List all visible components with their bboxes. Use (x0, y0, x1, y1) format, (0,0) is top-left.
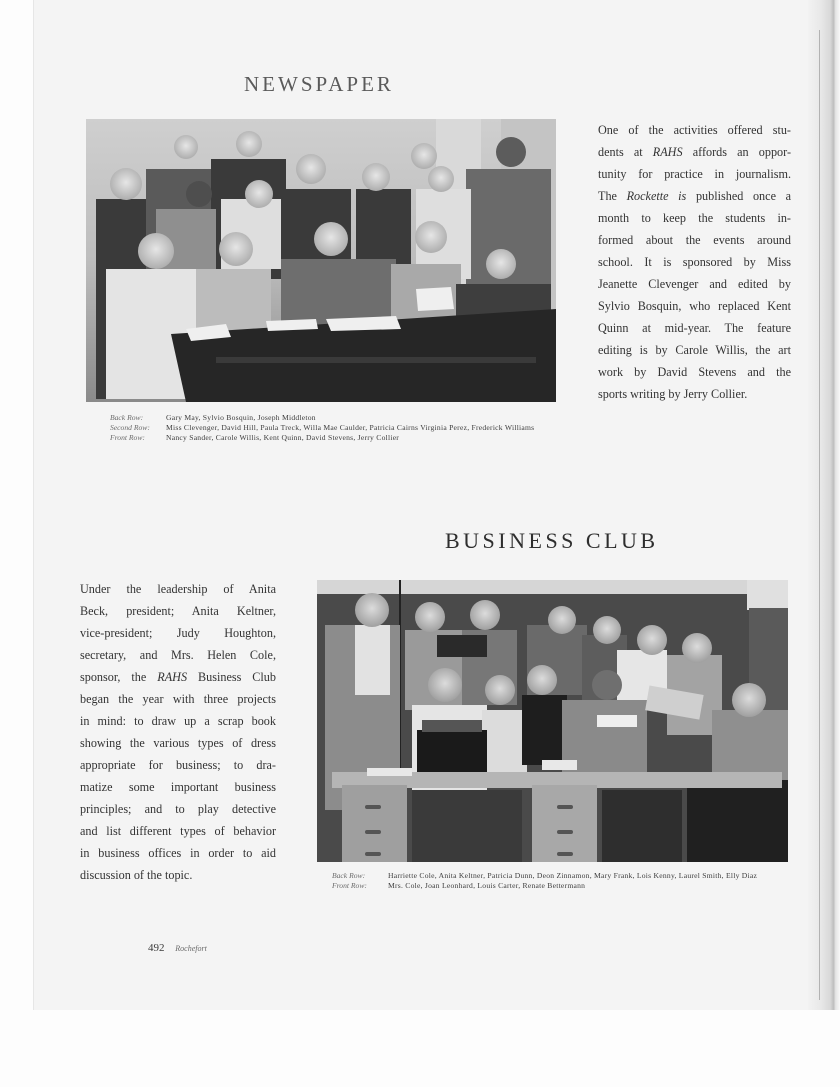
business-club-text-run: matize some important business (80, 780, 276, 794)
newspaper-text-run: work by David Stevens and the (598, 365, 791, 379)
caption-row-label: Front Row: (332, 881, 367, 891)
business-club-text-line (80, 842, 276, 864)
business-club-text-line (80, 666, 276, 688)
business-club-text-run: began the year with three projects (80, 692, 276, 706)
page-binding-gutter (808, 0, 840, 1010)
business-club-text-line (80, 776, 276, 798)
business-club-caption-row (332, 882, 772, 891)
newspaper-italic-title: Rockette is (626, 189, 687, 203)
caption-row-label: Back Row: (332, 871, 366, 880)
business-club-text-line (80, 732, 276, 754)
newspaper-caption-row (110, 424, 550, 433)
newspaper-text-line (598, 119, 791, 141)
page-folio (148, 942, 207, 954)
newspaper-photo-image (86, 119, 556, 402)
business-club-group-photo (317, 580, 788, 862)
newspaper-text-line (598, 229, 791, 251)
newspaper-heading: NEWSPAPER (244, 72, 394, 96)
caption-row-names: Nancy Sander, Carole Willis, Kent Quinn, David Stevens, Jerry Collier (166, 433, 400, 443)
newspaper-text-run: tunity for practice in journalism. (598, 167, 791, 181)
business-club-text-run: principles; and to play detective (80, 802, 276, 816)
newspaper-text-line (598, 185, 791, 207)
newspaper-group-photo (86, 119, 556, 402)
business-club-caption-row (332, 872, 772, 881)
newspaper-text-line (598, 251, 791, 273)
business-club-text-line (80, 798, 276, 820)
business-club-text-run: appropriate for business; to dra- (80, 758, 276, 772)
business-club-text-line (80, 600, 276, 622)
business-club-text-line (80, 578, 276, 600)
newspaper-text-line (598, 273, 791, 295)
business-club-text-run: discussion of the topic. (80, 868, 193, 882)
caption-row-names: Gary May, Sylvio Bosquin, Joseph Middleton (166, 413, 316, 422)
business-club-text-line (80, 754, 276, 776)
newspaper-text-run: editing is by Carole Willis, the art (598, 343, 791, 357)
newspaper-text-run: dents at (598, 145, 653, 159)
newspaper-text-run: affords an oppor- (682, 145, 791, 159)
newspaper-text-run: Sylvio Bosquin, who replaced Kent (598, 299, 791, 313)
newspaper-text-run: formed about the events around (598, 233, 791, 247)
publication-name: Rochefort (175, 944, 207, 953)
business-club-text-line (80, 820, 276, 842)
business-club-caption (332, 872, 772, 892)
business-club-text-run: Business Club (187, 670, 276, 684)
newspaper-text-run: month to keep the students in- (598, 211, 791, 225)
newspaper-text-line (598, 295, 791, 317)
newspaper-text-line (598, 317, 791, 339)
newspaper-text-line (598, 141, 791, 163)
business-club-text-run: Beck, president; Anita Keltner, (80, 604, 276, 618)
newspaper-text-run: Jeanette Clevenger and edited by (598, 277, 791, 291)
caption-row-label: Front Row: (110, 433, 145, 443)
business-club-text-line (80, 864, 276, 886)
business-club-text-run: secretary, and Mrs. Helen Cole, (80, 648, 276, 662)
business-club-text-run: in mind: to draw up a scrap book (80, 714, 276, 728)
newspaper-caption (110, 414, 550, 445)
business-club-description (80, 578, 276, 886)
newspaper-text-line (598, 339, 791, 361)
newspaper-text-run: The (598, 189, 627, 203)
caption-row-label: Back Row: (110, 413, 144, 422)
newspaper-text-run: sports writing by Jerry Collier. (598, 387, 748, 401)
caption-row-names: Miss Clevenger, David Hill, Paula Treck, Willa Mae Caulder, Patricia Cairns Virginia Perez, Frederick Williams (166, 423, 535, 433)
newspaper-text-run: published once a (686, 189, 792, 203)
business-club-italic-title: RAHS (157, 670, 188, 684)
newspaper-caption-row (110, 434, 550, 443)
newspaper-text-line (598, 207, 791, 229)
binding-fold-line (819, 30, 820, 1000)
caption-row-names: Harriette Cole, Anita Keltner, Patricia Dunn, Deon Zinnamon, Mary Frank, Lois Kenny, Laurel Smith, Elly Diaz (388, 871, 758, 880)
business-club-text-line (80, 644, 276, 666)
business-club-text-run: and list different types of behavior (80, 824, 276, 838)
business-club-text-line (80, 622, 276, 644)
business-club-text-run: in business offices in order to aid (80, 846, 276, 860)
newspaper-text-run: school. It is sponsored by Miss (598, 255, 791, 269)
newspaper-italic-title: RAHS (652, 145, 683, 159)
newspaper-text-run: One of the activities offered stu- (598, 123, 791, 137)
business-club-text-run: showing the various types of dress (80, 736, 276, 750)
newspaper-text-line (598, 361, 791, 383)
business-club-heading: BUSINESS CLUB (445, 528, 659, 553)
business-club-text-run: sponsor, the (80, 670, 158, 684)
newspaper-text-line (598, 163, 791, 185)
business-club-photo-image (317, 580, 788, 862)
business-club-text-run: vice-president; Judy Houghton, (80, 626, 276, 640)
business-club-text-line (80, 710, 276, 732)
page-number: 492 (148, 942, 165, 954)
newspaper-text-line (598, 383, 791, 405)
caption-row-label: Second Row: (110, 423, 150, 433)
business-club-text-line (80, 688, 276, 710)
caption-row-names: Mrs. Cole, Joan Leonhard, Louis Carter, Renate Bettermann (388, 881, 586, 891)
newspaper-text-run: Quinn at mid-year. The feature (598, 321, 791, 335)
business-club-text-run: Under the leadership of Anita (80, 582, 276, 596)
newspaper-caption-row (110, 414, 550, 423)
newspaper-description (598, 119, 791, 405)
